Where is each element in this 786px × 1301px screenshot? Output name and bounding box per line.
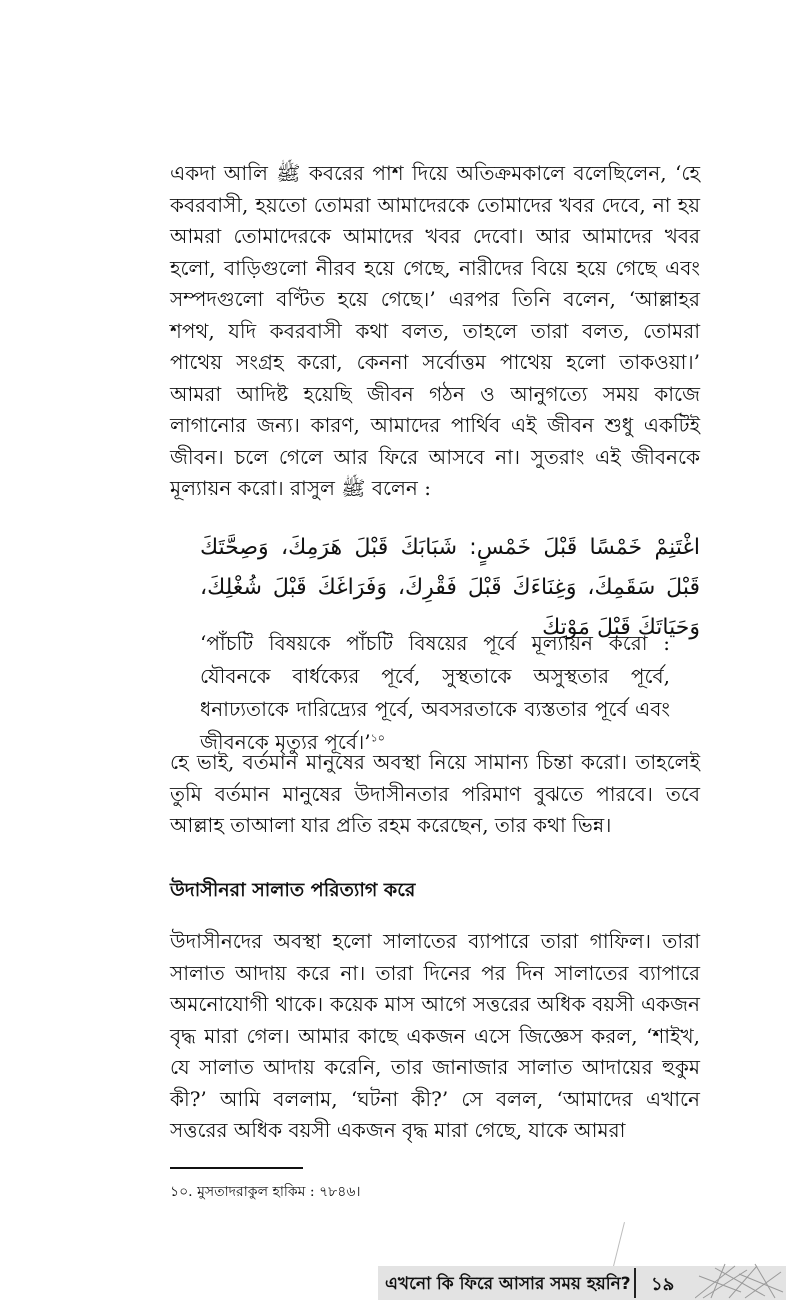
body-paragraph-1: একদা আলি ﷺ কবরের পাশ দিয়ে অতিক্রমকালে বলেছিলেন, ‘হে কবরবাসী, হয়তো তোমরা আমাদেরকে তোমাদের খবর দেবে, না হয় আমরা তোমাদেরকে আমাদের খবর দেবো। আর আমাদের খবর হলো, বাড়িগুলো নীরব হয়ে গেছে, নারীদের বিয়ে হয়ে গেছে এবং সম্পদগুলো বণ্টিত হয়ে গেছে।’ এরপর তিনি বলেন, ‘আল্লাহর শপথ, যদি কবরবাসী কথা বলত, তাহলে তারা বলত, তোমরা পাথেয় সংগ্রহ করো, কেননা সর্বোত্তম পাথেয় হলো তাকওয়া।’ আমরা আদিষ্ট হয়েছি জীবন গঠন ও আনুগত্যে সময় কাজে লাগানোর জন্য। কারণ, আমাদের পার্থিব এই জীবন শুধু একটিই জীবন। চলে গেলে আর ফিরে আসবে না। সুতরাং এই জীবনকে মূল্যায়ন করো। রাসুল ﷺ বলেন : xyxy=(170,161,700,500)
footer-book-title: এখনো কি ফিরে আসার সময় হয়নি? xyxy=(385,1274,631,1294)
body-paragraph-3: উদাসীনদের অবস্থা হলো সালাতের ব্যাপারে তারা গাফিল। তারা সালাত আদায় করে না। তারা দিনের পর দিন সালাতের ব্যাপারে অমনোযোগী থাকে। কয়েক মাস আগে সত্তরের অধিক বয়সী একজন বৃদ্ধ মারা গেল। আমার কাছে একজন এসে জিজ্ঞেস করল, ‘শাইখ, যে সালাত আদায় করেনি, তার জানাজার সালাত আদায়ের হুকুম কী?’ আমি বললাম, ‘ঘটনা কী?’ সে বলল, ‘আমাদের এখানে সত্তরের অধিক বয়সী একজন বৃদ্ধ মারা গেছে, যাকে আমরা xyxy=(170,929,700,1142)
body-paragraph-2: হে ভাই, বর্তমান মানুষের অবস্থা নিয়ে সামান্য চিন্তা করো। তাহলেই তুমি বর্তমান মানুষের উদাসীনতার পরিমাণ বুঝতে পারবে। তবে আল্লাহ তাআলা যার প্রতি রহম করেছেন, তার কথা ভিন্ন। xyxy=(170,750,700,837)
footnote-reference[interactable]: ১০ xyxy=(370,731,385,745)
hadith-translation-quote xyxy=(200,627,670,759)
decorative-pattern-icon xyxy=(695,1262,785,1300)
section-heading: উদাসীনরা সালাত পরিত্যাগ করে xyxy=(170,879,416,901)
footnote-divider xyxy=(170,1167,303,1169)
page-number: ১৯ xyxy=(651,1274,675,1295)
arabic-hadith-text: اغْتَنِمْ خَمْسًا قَبْلَ خَمْسٍ: شَبَابَكَ قَبْلَ هَرَمِكَ، وَصِحَّتَكَ قَبْلَ سَقَمِكَ، وَغِنَاءَكَ قَبْلَ فَقْرِكَ، وَفَرَاغَكَ قَبْلَ شُغْلِكَ، وَحَيَاتَكَ قَبْلَ مَوْتِكَ xyxy=(200,535,700,640)
quote-text: ‘পাঁচটি বিষয়কে পাঁচটি বিষয়ের পূর্বে মূল্যায়ন করো : যৌবনকে বার্ধক্যের পূর্বে, সুস্থতাকে অসুস্থতার পূর্বে, ধনাঢ্যতাকে দারিদ্র্যের পূর্বে, অবসরতাকে ব্যস্ততার পূর্বে এবং জীবনকে মৃত্যুর পূর্বে।’ xyxy=(200,631,670,754)
footer-separator xyxy=(634,1268,636,1298)
footnote: ১০. মুসতাদরাকুল হাকিম : ৭৮৪৬। xyxy=(170,1184,361,1200)
